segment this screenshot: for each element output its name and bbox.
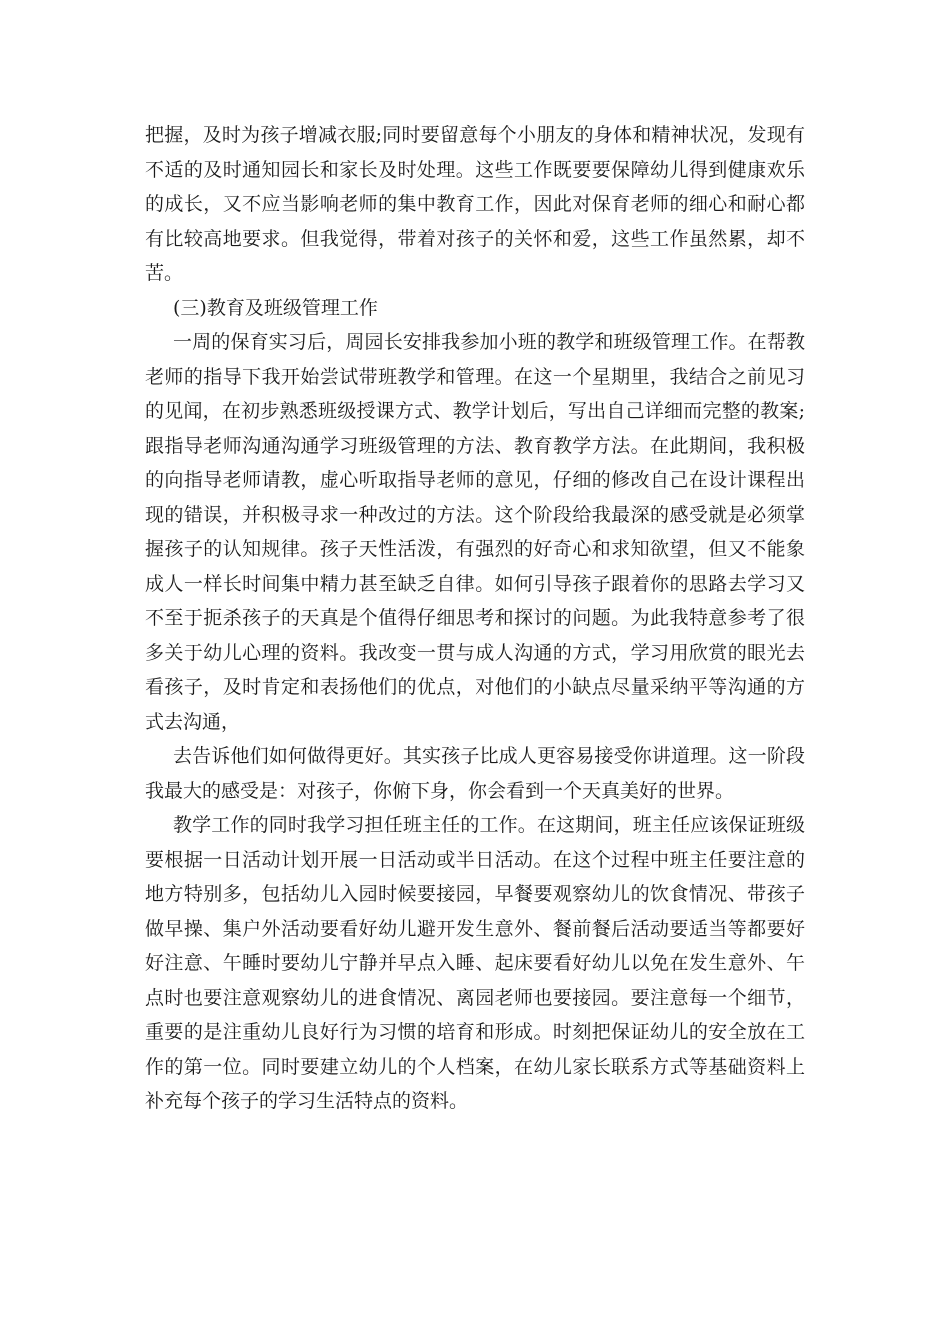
text-line: 去告诉他们如何做得更好。其实孩子比成人更容易接受你讲道理。这一阶段 (173, 745, 805, 767)
text-line: 的成长，又不应当影响老师的集中教育工作，因此对保育老师的细心和耐心都 (145, 193, 805, 215)
text-line: 的见闻，在初步熟悉班级授课方式、教学计划后，写出自己详细而完整的教案; (145, 400, 805, 422)
text-line: 不至于扼杀孩子的天真是个值得仔细思考和探讨的问题。为此我特意参考了很 (145, 607, 805, 629)
text-line: 有比较高地要求。但我觉得，带着对孩子的关怀和爱，这些工作虽然累，却不 (145, 227, 805, 250)
text-line: 好注意、午睡时要幼儿宁静并早点入睡、起床要看好幼儿以免在发生意外、午 (145, 952, 805, 974)
text-line: 式去沟通， (145, 710, 241, 733)
text-line: 点时也要注意观察幼儿的进食情况、离园老师也要接园。要注意每一个细节， (145, 986, 805, 1009)
text-line: 的向指导老师请教，虚心听取指导老师的意见，仔细的修改自己在设计课程出 (145, 469, 805, 491)
text-line: 重要的是注重幼儿良好行为习惯的培育和形成。时刻把保证幼儿的安全放在工 (145, 1021, 805, 1043)
text-line: 我最大的感受是：对孩子，你俯下身，你会看到一个天真美好的世界。 (145, 779, 735, 802)
text-line: 作的第一位。同时要建立幼儿的个人档案，在幼儿家长联系方式等基础资料上 (145, 1055, 805, 1078)
text-line: 补充每个孩子的学习生活特点的资料。 (145, 1090, 469, 1112)
heading-text: (三)教育及班级管理工作 (173, 296, 378, 319)
text-line: 握孩子的认知规律。孩子天性活泼，有强烈的好奇心和求知欲望，但又不能象 (145, 538, 805, 560)
text-line: 地方特别多，包括幼儿入园时候要接园，早餐要观察幼儿的饮食情况、带孩子 (145, 883, 805, 905)
text-line: 现的错误，并积极寻求一种改过的方法。这个阶段给我最深的感受就是必须掌 (145, 503, 805, 526)
text-line: 成人一样长时间集中精力甚至缺乏自律。如何引导孩子跟着你的思路去学习又 (145, 572, 805, 595)
document-page (145, 118, 805, 1119)
text-line: 多关于幼儿心理的资料。我改变一贯与成人沟通的方式，学习用欣赏的眼光去 (145, 641, 805, 664)
paragraph (145, 325, 805, 739)
text-line: 一周的保育实习后，周园长安排我参加小班的教学和班级管理工作。在帮教 (173, 331, 805, 353)
text-line: 做早操、集户外活动要看好幼儿避开发生意外、餐前餐后活动要适当等都要好 (145, 917, 805, 940)
text-line: 不适的及时通知园长和家长及时处理。这些工作既要要保障幼儿得到健康欢乐 (145, 158, 805, 181)
text-line: 苦。 (145, 262, 184, 284)
text-line: 跟指导老师沟通沟通学习班级管理的方法、教育教学方法。在此期间，我积极 (145, 434, 805, 457)
text-line: 教学工作的同时我学习担任班主任的工作。在这期间，班主任应该保证班级 (173, 814, 805, 836)
paragraph (145, 739, 805, 808)
text-line: 把握，及时为孩子增减衣服;同时要留意每个小朋友的身体和精神状况，发现有 (145, 124, 805, 146)
text-line: 要根据一日活动计划开展一日活动或半日活动。在这个过程中班主任要注意的 (145, 848, 805, 871)
section-heading (145, 291, 805, 326)
text-line: 老师的指导下我开始尝试带班教学和管理。在这一个星期里，我结合之前见习 (145, 365, 805, 388)
paragraph (145, 808, 805, 1119)
paragraph (145, 118, 805, 291)
text-line: 看孩子，及时肯定和表扬他们的优点，对他们的小缺点尽量采纳平等沟通的方 (145, 676, 805, 698)
